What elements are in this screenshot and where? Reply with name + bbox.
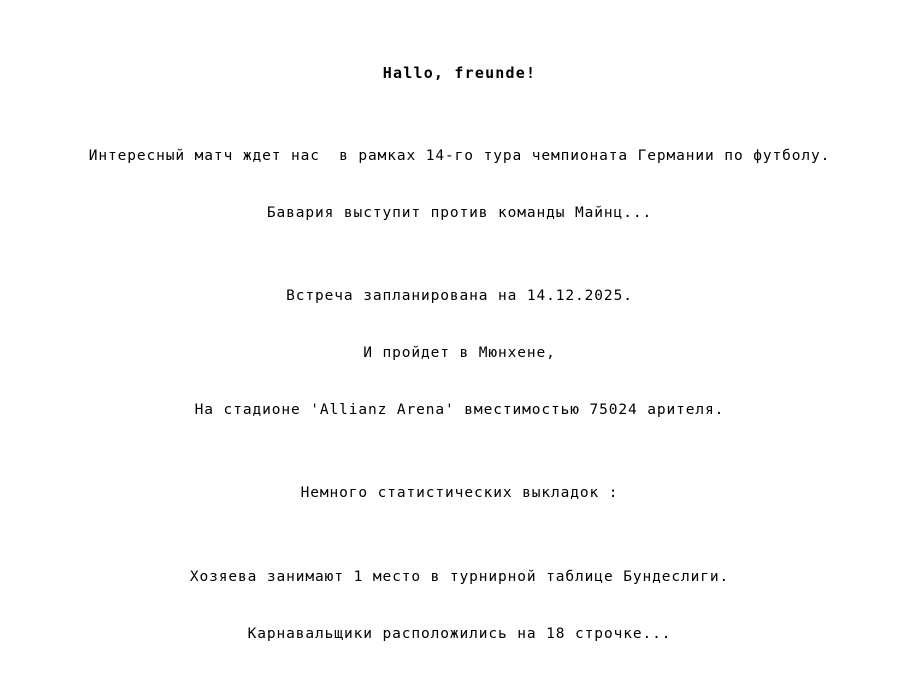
paragraph-line-4: И пройдет в Мюнхене,	[363, 345, 556, 361]
paragraph-line-5: На стадионе 'Allianz Arena' вместимостью 75024 арителя.	[194, 402, 725, 418]
paragraph-line-3: Встреча запланирована на 14.12.2025.	[286, 288, 633, 304]
paragraph-line-6: Немного статистических выкладок :	[300, 485, 619, 501]
page-title: Hallo, freunde!	[382, 64, 537, 82]
paragraph-line-2: Бавария выступит против команды Майнц...	[266, 205, 653, 221]
paragraph-line-8: Карнавальщики расположились на 18 строчке...	[247, 626, 672, 642]
paragraph-line-7: Хозяева занимают 1 место в турнирной таблице Бундеслиги.	[189, 569, 730, 585]
paragraph-line-1: Интересный матч ждет нас в рамках 14-го тура чемпионата Германии по футболу.	[88, 148, 831, 164]
